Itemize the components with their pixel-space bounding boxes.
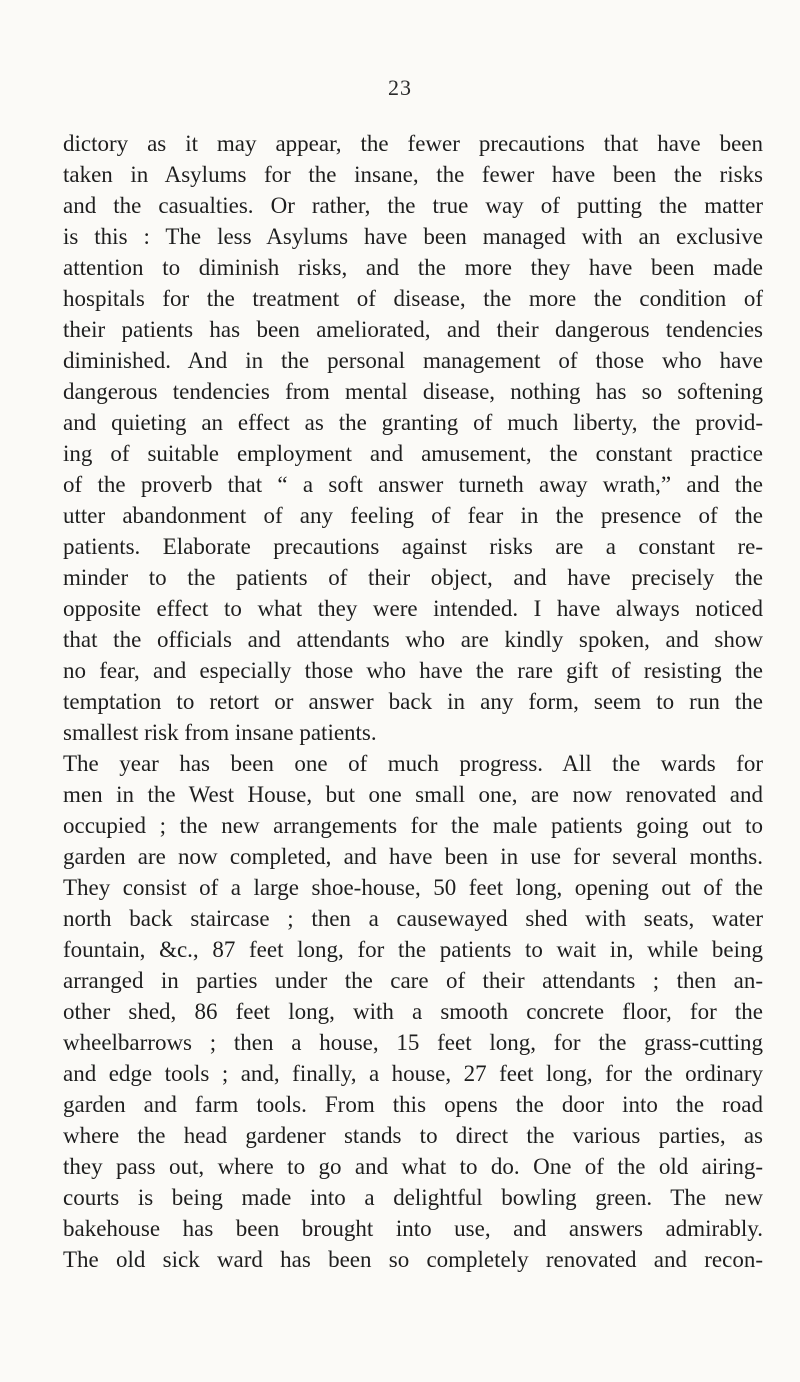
text-line: no fear, and especially those who have the rare gift of resisting the bbox=[63, 658, 763, 683]
text-line: they pass out, where to go and what to do. One of the old airing- bbox=[63, 1154, 763, 1179]
text-line: minder to the patients of their object, and have precisely the bbox=[63, 565, 763, 590]
text-line: ing of suitable employment and amusement, the constant practice bbox=[63, 441, 763, 466]
text-line: fountain, &c., 87 feet long, for the patients to wait in, while being bbox=[63, 937, 763, 962]
text-line: and the casualties. Or rather, the true way of putting the matter bbox=[63, 193, 763, 218]
text-line: dangerous tendencies from mental disease, nothing has so softening bbox=[63, 379, 763, 404]
text-line: They consist of a large shoe-house, 50 feet long, opening out of the bbox=[63, 875, 763, 900]
text-line: diminished. And in the personal management of those who have bbox=[63, 348, 763, 373]
text-line: taken in Asylums for the insane, the fewer have been the risks bbox=[63, 162, 763, 187]
page-number: 23 bbox=[388, 75, 412, 100]
text-line: where the head gardener stands to direct the various parties, as bbox=[63, 1123, 763, 1148]
text-line: wheelbarrows ; then a house, 15 feet long, for the grass-cutting bbox=[63, 1030, 763, 1055]
text-line: attention to diminish risks, and the more they have been made bbox=[63, 255, 763, 280]
text-line: The old sick ward has been so completely renovated and recon- bbox=[63, 1247, 763, 1272]
text-line: men in the West House, but one small one, are now renovated and bbox=[63, 782, 763, 807]
text-line: and edge tools ; and, finally, a house, 27 feet long, for the ordinary bbox=[63, 1061, 763, 1086]
body-text bbox=[63, 128, 763, 1275]
text-line: is this : The less Asylums have been managed with an exclusive bbox=[63, 224, 763, 249]
text-line: courts is being made into a delightful bowling green. The new bbox=[63, 1185, 763, 1210]
text-line: utter abandonment of any feeling of fear in the presence of the bbox=[63, 503, 763, 528]
text-line: north back staircase ; then a causewayed shed with seats, water bbox=[63, 906, 763, 931]
text-line: The year has been one of much progress. All the wards for bbox=[63, 751, 763, 776]
text-line: and quieting an effect as the granting of much liberty, the provid- bbox=[63, 410, 763, 435]
text-line: patients. Elaborate precautions against risks are a constant re- bbox=[63, 534, 763, 559]
text-line: garden and farm tools. From this opens the door into the road bbox=[63, 1092, 763, 1117]
text-line: occupied ; the new arrangements for the male patients going out to bbox=[63, 813, 763, 838]
text-line: bakehouse has been brought into use, and answers admirably. bbox=[63, 1216, 763, 1241]
text-line: opposite effect to what they were intended. I have always noticed bbox=[63, 596, 763, 621]
text-line: arranged in parties under the care of their attendants ; then an- bbox=[63, 968, 763, 993]
text-line: smallest risk from insane patients. bbox=[63, 720, 377, 745]
text-line: that the officials and attendants who are kindly spoken, and show bbox=[63, 627, 763, 652]
text-line: garden are now completed, and have been in use for several months. bbox=[63, 844, 763, 869]
text-line: of the proverb that “ a soft answer turneth away wrath,” and the bbox=[63, 472, 763, 497]
text-line: hospitals for the treatment of disease, the more the condition of bbox=[63, 286, 763, 311]
text-line: temptation to retort or answer back in any form, seem to run the bbox=[63, 689, 763, 714]
text-line: their patients has been ameliorated, and their dangerous tendencies bbox=[63, 317, 763, 342]
text-line: dictory as it may appear, the fewer precautions that have been bbox=[63, 131, 763, 156]
text-line: other shed, 86 feet long, with a smooth concrete floor, for the bbox=[63, 999, 763, 1024]
